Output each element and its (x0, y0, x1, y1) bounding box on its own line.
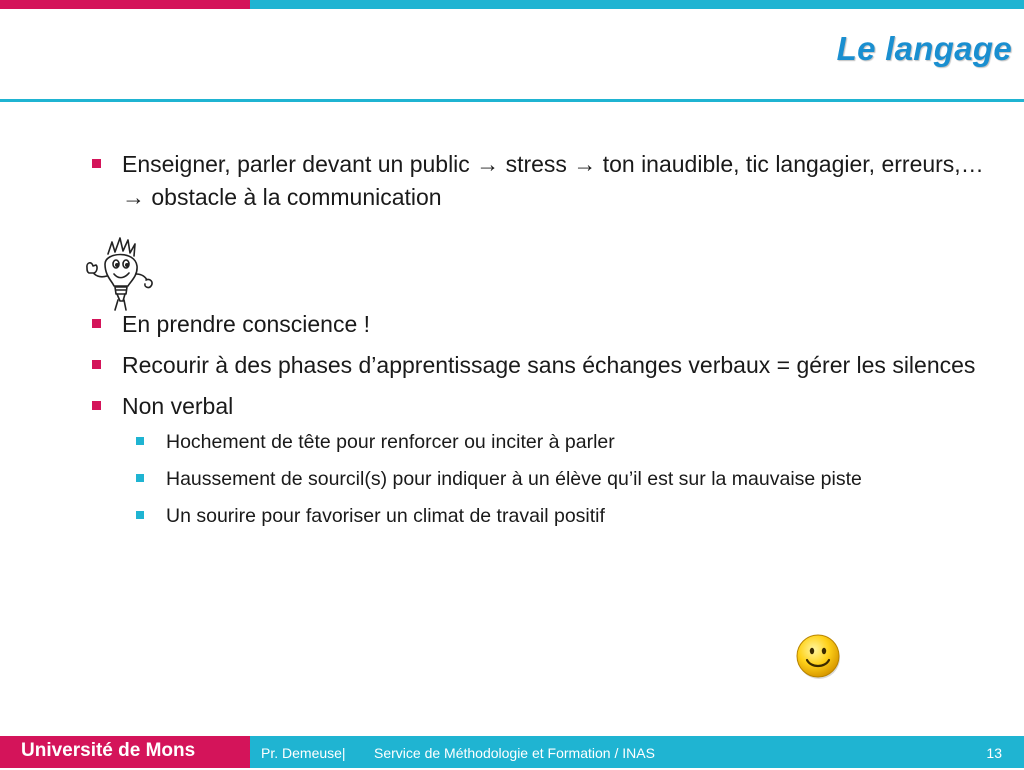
arrow-right-icon: → (122, 184, 145, 210)
bullet-item (90, 308, 995, 341)
sub-bullet-marker (136, 437, 144, 445)
sub-bullet-marker (136, 511, 144, 519)
sub-bullet-text: Hochement de tête pour renforcer ou inciter à parler (166, 431, 615, 453)
title-divider (0, 99, 1024, 102)
bullet-text: Non verbal (122, 393, 234, 419)
arrow-right-icon: → (476, 151, 500, 177)
bullet-item (90, 390, 995, 423)
footer-service: Service de Méthodologie et Formation / INAS (374, 745, 655, 761)
bullet-text: En prendre conscience ! (122, 311, 371, 337)
bullet-item (90, 349, 995, 382)
sub-bullet-item (134, 427, 995, 457)
sub-bullet-text: Haussement de sourcil(s) pour indiquer à un élève qu’il est sur la mauvaise piste (166, 468, 862, 490)
sub-bullet-item (134, 464, 995, 494)
page-number: 13 (986, 745, 1002, 761)
sub-bullet-text: Un sourire pour favoriser un climat de travail positif (166, 505, 605, 527)
bullet-text: Recourir à des phases d’apprentissage sans échanges verbaux = gérer les silences (122, 352, 976, 378)
bullet-item (90, 148, 995, 214)
smiley-icon (795, 633, 843, 681)
slide-content (90, 148, 995, 531)
bullet-marker (92, 401, 101, 410)
lightbulb-mascot-icon (80, 234, 160, 314)
bullet-marker (92, 360, 101, 369)
sub-bullet-list (90, 427, 995, 531)
top-bar-magenta (0, 0, 250, 9)
bullet-text: Enseigner, parler devant un public → stress → ton inaudible, tic langagier, erreurs,… → obstacle à la communication (122, 151, 984, 210)
sub-bullet-marker (136, 474, 144, 482)
bullet-marker (92, 159, 101, 168)
footer-author: Pr. Demeuse| (261, 745, 346, 761)
arrow-right-icon: → (573, 151, 597, 177)
slide-title: Le langage (836, 30, 1012, 67)
footer-bar (250, 736, 1024, 768)
footer-university: Université de Mons (0, 736, 250, 768)
bullet-marker (92, 319, 101, 328)
sub-bullet-item (134, 501, 995, 531)
top-bar-cyan (250, 0, 1024, 9)
